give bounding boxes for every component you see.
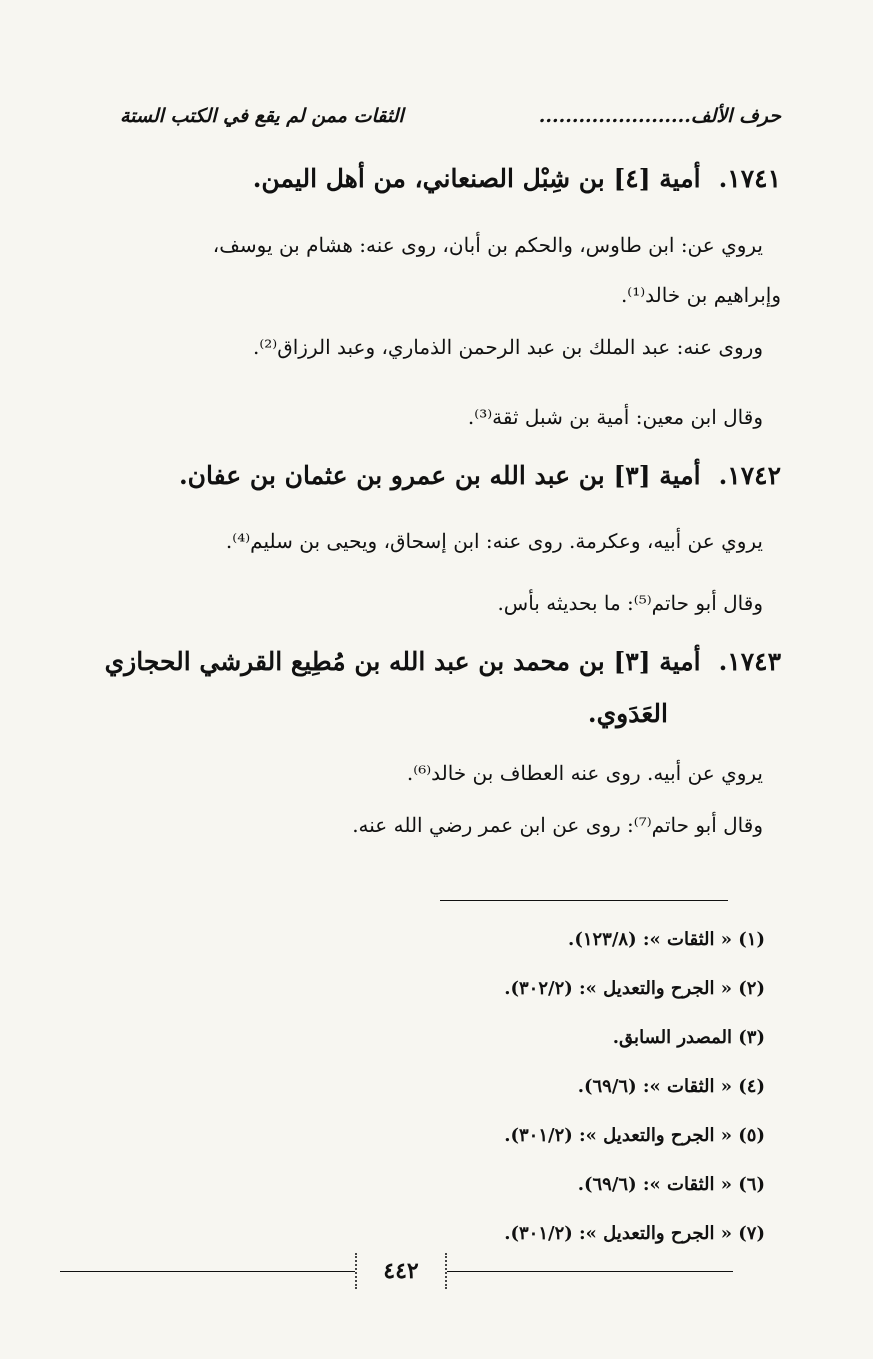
entry-line: وقال أبو حاتم⁽⁷⁾: روى عن ابن عمر رضي الله عنه.: [352, 813, 763, 837]
entry-title: أمية [٣] بن محمد بن عبد الله بن مُطِيع القرشي الحجازي: [104, 647, 701, 676]
footnote-divider: [440, 900, 728, 901]
entry-title: أمية [٣] بن عبد الله بن عمرو بن عثمان بن عفان.: [178, 461, 701, 490]
footnote-2: (٢) « الجرح والتعديل »: (٣٠٢/٢).: [504, 978, 765, 999]
entry-number: ١٧٤٢.: [718, 461, 781, 490]
entry-title-continuation: العَدَوي.: [587, 699, 668, 728]
entry-line: وقال أبو حاتم⁽⁵⁾: ما بحديثه بأس.: [497, 591, 763, 615]
entry-line: وإبراهيم بن خالد⁽¹⁾.: [620, 283, 781, 307]
entry-number: ١٧٤٣.: [718, 647, 781, 676]
footnotes: [345, 915, 765, 1258]
footnote-3: (٣) المصدر السابق.: [612, 1027, 765, 1048]
footnote-5: (٥) « الجرح والتعديل »: (٣٠١/٢).: [504, 1125, 765, 1146]
entry-heading-1742: [80, 450, 781, 502]
header-book-title: الثقات ممن لم يقع في الكتب الستة: [120, 105, 404, 127]
entry-number: ١٧٤١.: [718, 164, 781, 193]
entry-line: يروي عن: ابن طاوس، والحكم بن أبان، روى عنه: هشام بن يوسف،: [212, 233, 763, 257]
entry-line: وروى عنه: عبد الملك بن عبد الرحمن الذماري، وعبد الرزاق⁽²⁾.: [252, 335, 763, 359]
entry-heading-1743: [80, 636, 781, 688]
entry-title: أمية [٤] بن شِبْل الصنعاني، من أهل اليمن.: [252, 164, 701, 193]
running-header: [120, 98, 781, 134]
entry-line: وقال ابن معين: أمية بن شبل ثقة⁽³⁾.: [467, 405, 763, 429]
entry-line: يروي عن أبيه. روى عنه العطاف بن خالد⁽⁶⁾.: [406, 761, 763, 785]
entry-line: يروي عن أبيه، وعكرمة. روى عنه: ابن إسحاق، ويحيى بن سليم⁽⁴⁾.: [225, 529, 763, 553]
entry-heading-1741: [80, 153, 781, 205]
footnote-6: (٦) « الثقات »: (٦٩/٦).: [577, 1174, 765, 1195]
footnote-1: (١) « الثقات »: (١٢٣/٨).: [568, 929, 765, 950]
footnote-4: (٤) « الثقات »: (٦٩/٦).: [577, 1076, 765, 1097]
footnote-7: (٧) « الجرح والتعديل »: (٣٠١/٢).: [504, 1223, 765, 1244]
header-chapter: حرف الألف.......................: [538, 105, 781, 127]
page-number: ٤٤٢: [355, 1253, 447, 1289]
